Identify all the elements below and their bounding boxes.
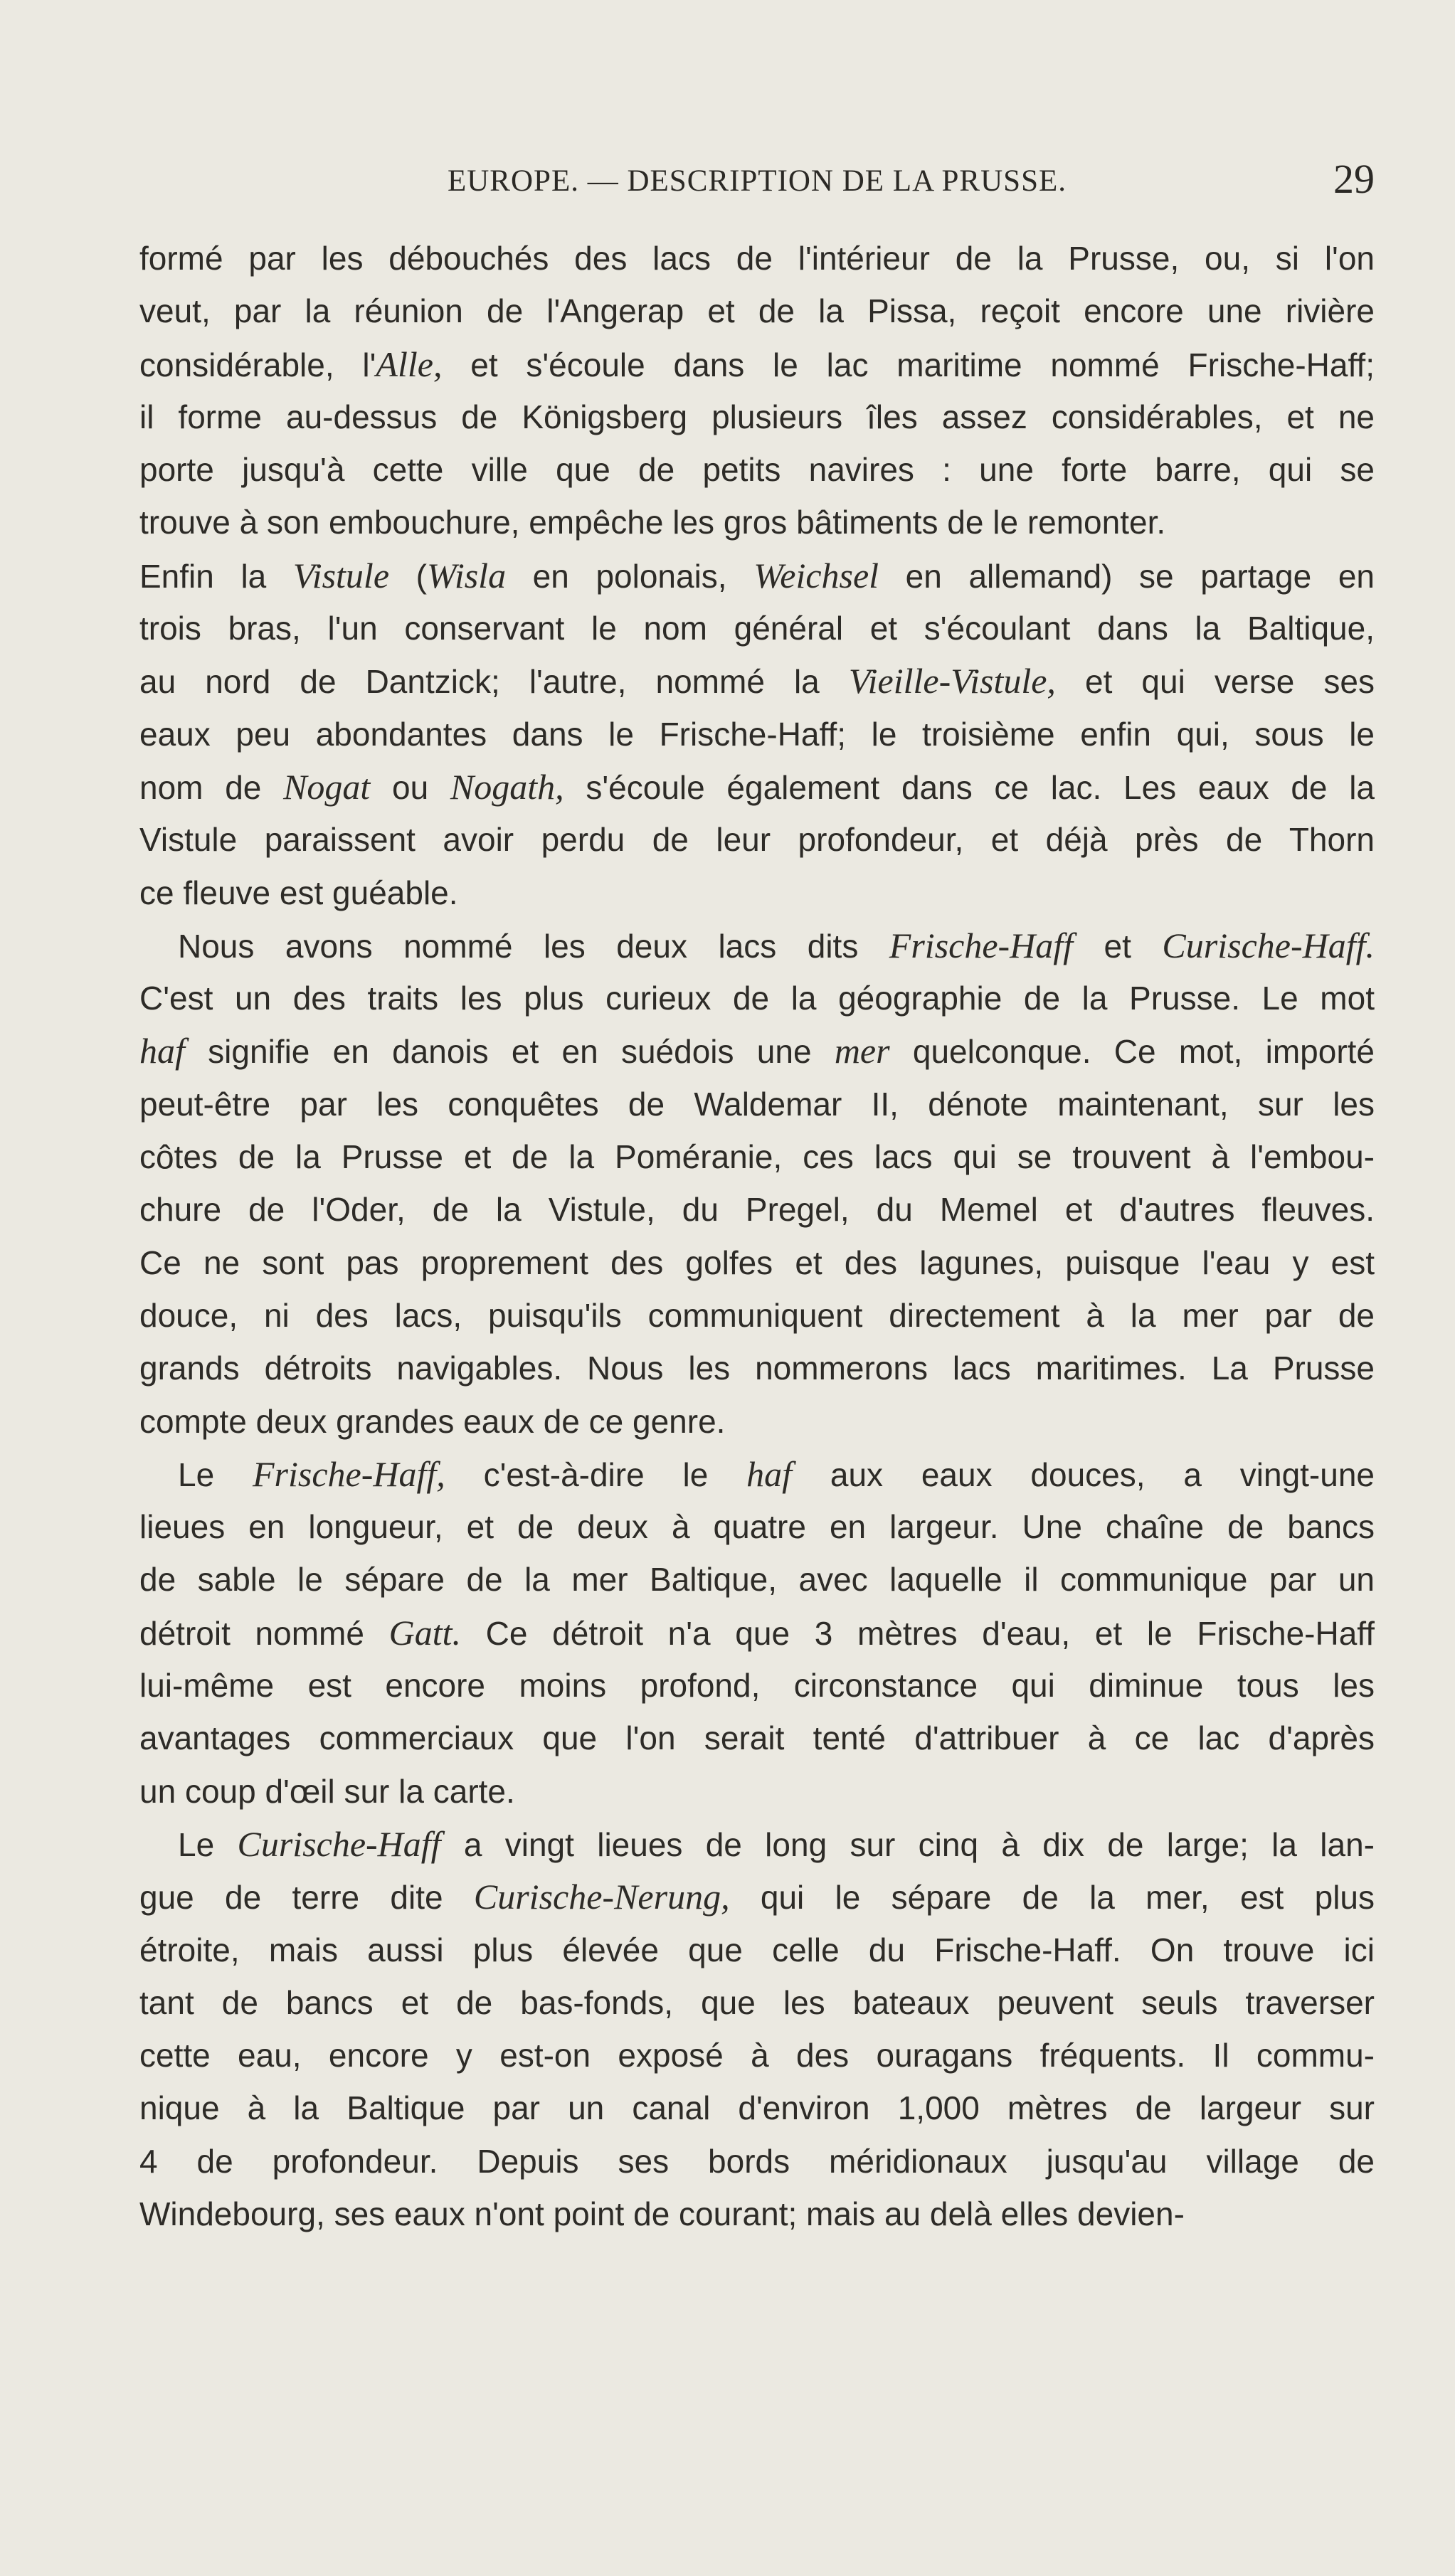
text-run: compte deux grandes eaux de ce genre.	[139, 1402, 726, 1440]
text-run: qui le sépare de la mer, est plus	[729, 1879, 1375, 1917]
italic-term: Frische-Haff,	[253, 1453, 445, 1494]
text-run: Vistule paraissent avoir perdu de leur profondeur, et déjà près de Thorn	[139, 821, 1375, 859]
text-line	[139, 602, 1375, 654]
text-run: Windebourg, ses eaux n'ont point de courant; mais au delà elles devien-	[139, 2195, 1185, 2232]
text-run: gue de terre dite	[139, 1879, 474, 1917]
text-run: il forme au-dessus de Königsberg plusieurs îles assez considérables, et ne	[139, 398, 1375, 435]
text-line	[139, 285, 1375, 337]
text-line	[139, 1870, 1375, 1923]
text-line	[139, 338, 1375, 391]
text-run: aux eaux douces, a vingt-une	[792, 1456, 1375, 1493]
italic-term: Alle,	[376, 344, 443, 384]
running-title: EUROPE. — DESCRIPTION DE LA PRUSSE.	[447, 164, 1067, 198]
text-line	[139, 2029, 1375, 2082]
italic-term: Vistule	[292, 555, 390, 595]
text-run: Ce détroit n'a que 3 mètres d'eau, et le Frische-Haff	[461, 1614, 1375, 1652]
text-line	[139, 1924, 1375, 1976]
text-run: trois bras, l'un conservant le nom général et s'écoulant dans la Baltique,	[139, 610, 1375, 647]
text-run: détroit nommé	[139, 1614, 389, 1652]
italic-term: Nogath,	[450, 766, 564, 807]
italic-term: Frische-Haff	[889, 925, 1074, 965]
italic-term: haf	[139, 1031, 185, 1071]
text-run: en allemand) se partage en	[879, 557, 1375, 595]
text-line	[139, 654, 1375, 707]
text-run: ou	[370, 768, 450, 806]
text-line	[139, 2082, 1375, 2134]
italic-term: mer	[834, 1031, 890, 1071]
text-line	[139, 2188, 1375, 2240]
text-line	[139, 1553, 1375, 1606]
text-run: a vingt lieues de long sur cinq à dix de large; la lan-	[440, 1825, 1375, 1863]
text-run: Ce ne sont pas proprement des golfes et des lagunes, puisque l'eau y est	[139, 1244, 1375, 1281]
text-line	[139, 708, 1375, 760]
text-line	[139, 232, 1375, 285]
text-run: chure de l'Oder, de la Vistule, du Pregel, du Memel et d'autres fleuves.	[139, 1191, 1375, 1229]
text-run: C'est un des traits les plus curieux de la géographie de la Prusse. Le mot	[139, 980, 1375, 1017]
text-line	[139, 496, 1375, 548]
italic-term: Curische-Nerung,	[473, 1877, 730, 1917]
text-run: lieues en longueur, et de deux à quatre en largeur. Une chaîne de bancs	[139, 1508, 1375, 1546]
text-line	[139, 1659, 1375, 1712]
running-head	[139, 155, 1375, 209]
text-run: signifie en danois et en suédois une	[184, 1033, 835, 1071]
text-run: douce, ni des lacs, puisqu'ils communiquent directement à la mer par de	[139, 1296, 1375, 1334]
text-line	[139, 1395, 1375, 1448]
text-run: Nous avons nommé les deux lacs dits	[178, 927, 889, 965]
text-run: et s'écoule dans le lac maritime nommé Frische-Haff;	[442, 346, 1375, 383]
italic-term: Curische-Haff	[237, 1823, 441, 1864]
italic-term: Gatt.	[388, 1612, 461, 1653]
text-run: de sable le sépare de la mer Baltique, avec laquelle il communique par un	[139, 1561, 1375, 1599]
text-line	[139, 760, 1375, 813]
text-run: cette eau, encore y est-on exposé à des ouragans fréquents. Il commu-	[139, 2037, 1375, 2074]
text-run: côtes de la Prusse et de la Poméranie, ces lacs qui se trouvent à l'embou-	[139, 1138, 1375, 1176]
text-line	[139, 1024, 1375, 1077]
text-line	[139, 1765, 1375, 1818]
text-line	[139, 391, 1375, 443]
text-line	[139, 549, 1375, 602]
text-line	[139, 1712, 1375, 1764]
text-line	[139, 1183, 1375, 1236]
text-line	[139, 1448, 1375, 1500]
text-run: Enfin la	[139, 557, 293, 595]
text-run: grands détroits navigables. Nous les nommerons lacs maritimes. La Prusse	[139, 1350, 1375, 1387]
text-line	[139, 2135, 1375, 2188]
text-run: c'est-à-dire le	[445, 1456, 747, 1493]
text-run: et qui verse ses	[1055, 663, 1375, 701]
text-run: un coup d'œil sur la carte.	[139, 1772, 515, 1810]
text-run: formé par les débouchés des lacs de l'intérieur de la Prusse, ou, si l'on	[139, 240, 1375, 277]
italic-term: Nogat	[283, 766, 371, 807]
text-run: nique à la Baltique par un canal d'environ 1,000 mètres de largeur sur	[139, 2089, 1375, 2127]
text-line	[139, 866, 1375, 919]
text-line	[139, 1289, 1375, 1342]
text-run: au nord de Dantzick; l'autre, nommé la	[139, 663, 849, 701]
text-line	[139, 1976, 1375, 2029]
text-run: et	[1073, 927, 1163, 965]
text-run: 4 de profondeur. Depuis ses bords méridionaux jusqu'au village de	[139, 2142, 1375, 2180]
italic-term: Vieille-Vistule,	[848, 661, 1056, 701]
text-line	[139, 1606, 1375, 1659]
text-run: étroite, mais aussi plus élevée que celle du Frische-Haff. On trouve ici	[139, 1931, 1375, 1968]
text-run: lui-même est encore moins profond, circonstance qui diminue tous les	[139, 1667, 1375, 1705]
text-run: s'écoule également dans ce lac. Les eaux de la	[564, 768, 1375, 806]
text-run: peut-être par les conquêtes de Waldemar II, dénote maintenant, sur les	[139, 1085, 1375, 1123]
text-run: veut, par la réunion de l'Angerap et de la Pissa, reçoit encore une rivière	[139, 292, 1375, 330]
text-line	[139, 1500, 1375, 1553]
text-run: ce fleuve est guéable.	[139, 874, 458, 911]
italic-term: Weichsel	[753, 555, 879, 595]
text-run: considérable, l'	[139, 346, 376, 383]
text-line	[139, 919, 1375, 972]
text-line	[139, 813, 1375, 866]
italic-term: Curische-Haff.	[1162, 925, 1375, 965]
text-run: nom de	[139, 768, 284, 806]
text-run: tant de bancs et de bas-fonds, que les bateaux peuvent seuls traverser	[139, 1983, 1375, 2021]
text-line	[139, 1078, 1375, 1130]
body-text	[139, 232, 1375, 2240]
text-line	[139, 443, 1375, 496]
text-run: quelconque. Ce mot, importé	[889, 1033, 1375, 1071]
italic-term: Wisla	[426, 555, 507, 595]
text-run: trouve à son embouchure, empêche les gros bâtiments de le remonter.	[139, 504, 1166, 541]
text-run: Le	[178, 1456, 253, 1493]
text-run: porte jusqu'à cette ville que de petits navires : une forte barre, qui se	[139, 451, 1375, 489]
text-run: avantages commerciaux que l'on serait tenté d'attribuer à ce lac d'après	[139, 1719, 1375, 1757]
italic-term: haf	[746, 1453, 793, 1494]
text-run: (	[389, 557, 427, 595]
text-run: Le	[178, 1825, 238, 1863]
text-line	[139, 1236, 1375, 1289]
text-line	[139, 1818, 1375, 1870]
text-run: en polonais,	[506, 557, 754, 595]
text-line	[139, 972, 1375, 1024]
text-line	[139, 1342, 1375, 1394]
text-run: eaux peu abondantes dans le Frische-Haff; le troisième enfin qui, sous le	[139, 715, 1375, 753]
page-number: 29	[1333, 156, 1375, 202]
text-line	[139, 1130, 1375, 1183]
